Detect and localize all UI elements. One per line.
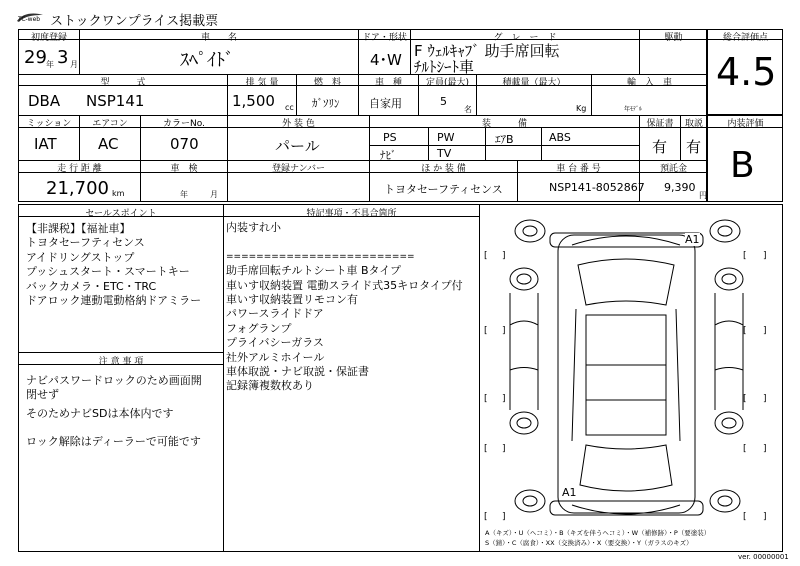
recycle-fee: 9,390 bbox=[664, 181, 696, 194]
equip-abs: ABS bbox=[549, 131, 571, 144]
label-interior-score: 内装評価 bbox=[727, 119, 764, 129]
caution-line: そのためナビSDは本体内です bbox=[26, 406, 174, 420]
equip-airbag: ｴｱB bbox=[495, 133, 514, 146]
car-name: ｽﾍﾟｲﾄﾞ bbox=[180, 50, 234, 71]
label-overall-score: 総合評価点 bbox=[722, 33, 768, 43]
inspection-month-unit: 月 bbox=[210, 190, 218, 199]
grade-line1: F ｳｪﾙｷｬﾌﾞ 助手席回転 bbox=[414, 42, 560, 60]
note-line: 車体取説・ナビ取説・保証書 bbox=[226, 365, 369, 379]
capacity: 5 bbox=[440, 95, 447, 108]
caution-line: ナビパスワードロックのため画面開 bbox=[26, 374, 202, 387]
equip-navi: ﾅﾋﾞ bbox=[380, 149, 397, 162]
displacement-unit: cc bbox=[285, 103, 294, 112]
note-line: フォグランプ bbox=[226, 321, 292, 335]
svg-text:]: ] bbox=[502, 251, 506, 261]
model-prefix: DBA bbox=[28, 92, 61, 110]
first-reg-month-unit: 月 bbox=[70, 60, 78, 69]
svg-text:[: [ bbox=[484, 326, 488, 336]
svg-text:]: ] bbox=[763, 444, 767, 454]
note-line: 車いす収納装置リモコン有 bbox=[226, 293, 358, 307]
legend-line1: A（キズ）・U（ヘコミ）・B（キズを伴うヘコミ）・W（補修跡）・P（要塗装） bbox=[485, 529, 711, 537]
equip-pw: PW bbox=[437, 131, 455, 144]
note-line bbox=[226, 235, 463, 249]
label-first-reg: 初度登録 bbox=[30, 33, 67, 43]
svg-text:[: [ bbox=[743, 394, 747, 404]
other-equipment: トヨタセーフティセンス bbox=[384, 183, 503, 196]
interior-score: B bbox=[730, 145, 755, 186]
sales-point: トヨタセーフティセンス bbox=[26, 236, 145, 250]
label-sales-points: セールスポイント bbox=[85, 209, 157, 219]
fuel: ｶﾞｿﾘﾝ bbox=[312, 97, 340, 110]
inspection-year-unit: 年 bbox=[180, 190, 188, 199]
label-ext-color: 外 装 色 bbox=[282, 119, 315, 129]
label-mileage: 走 行 距 離 bbox=[57, 164, 102, 174]
svg-text:[: [ bbox=[484, 251, 488, 261]
sales-point: プッシュスタート・スマートキー bbox=[26, 265, 190, 279]
label-recycle: 預託金 bbox=[659, 164, 687, 174]
label-other-equipment: ほ か 装 備 bbox=[421, 164, 466, 174]
equip-ps: PS bbox=[383, 131, 397, 144]
mileage: 21,700 bbox=[46, 178, 109, 199]
sales-point: バックカメラ・ETC・TRC bbox=[26, 279, 157, 293]
label-equipment: 装 備 bbox=[481, 119, 527, 129]
label-car-name: 車 名 bbox=[200, 33, 237, 43]
document-title: ストックワンプライス掲載票 bbox=[50, 14, 219, 29]
note-line: 車いす収納装置 電動スライド式35キロタイプ付 bbox=[226, 278, 463, 292]
label-drive: 駆動 bbox=[664, 33, 683, 43]
mileage-unit: km bbox=[112, 189, 125, 198]
label-cautions: 注 意 事 項 bbox=[98, 357, 144, 367]
label-model: 型 式 bbox=[100, 78, 146, 88]
sales-points-list bbox=[26, 222, 201, 308]
svg-text:]: ] bbox=[502, 394, 506, 404]
note-line: 社外アルミホイール bbox=[226, 350, 325, 364]
sales-point: ドアロック連動電動格納ドアミラー bbox=[26, 294, 202, 308]
svg-text:[: [ bbox=[484, 444, 488, 454]
damage-mark-front: A1 bbox=[685, 233, 700, 246]
load-unit: Kg bbox=[576, 104, 587, 113]
displacement: 1,500 bbox=[232, 92, 275, 110]
svg-text:]: ] bbox=[763, 394, 767, 404]
svg-text:[: [ bbox=[743, 512, 747, 522]
ext-color: パール bbox=[275, 137, 320, 155]
label-displacement: 排 気 量 bbox=[245, 78, 279, 88]
manual: 有 bbox=[686, 138, 702, 156]
label-grade: グ レ ー ド bbox=[493, 33, 557, 43]
caution-line: ロック解除はディーラーで可能です bbox=[26, 435, 201, 449]
label-import: 輸 入 車 bbox=[626, 78, 672, 88]
svg-text:[: [ bbox=[484, 512, 488, 522]
svg-text:]: ] bbox=[502, 326, 506, 336]
note-line: 助手席回転チルトシート車 Bタイプ bbox=[226, 264, 401, 278]
vehicle-type: 自家用 bbox=[369, 97, 402, 110]
capacity-unit: 名 bbox=[464, 105, 472, 114]
svg-text:]: ] bbox=[763, 512, 767, 522]
model-code: NSP141 bbox=[86, 92, 145, 110]
first-reg-month: 3 bbox=[57, 47, 69, 68]
svg-text:]: ] bbox=[502, 512, 506, 522]
label-vehicle-type: 車 種 bbox=[374, 78, 402, 88]
note-line: パワースライドドア bbox=[226, 307, 324, 321]
label-inspection: 車 検 bbox=[170, 164, 198, 174]
caution-line bbox=[26, 421, 202, 435]
svg-text:]: ] bbox=[502, 444, 506, 454]
version-label: ver. 00000001 bbox=[738, 553, 789, 561]
label-load: 積載量（最大） bbox=[502, 78, 566, 88]
label-manual: 取説 bbox=[684, 119, 703, 129]
cautions-list bbox=[26, 374, 202, 450]
import-unit: 年ﾓﾃﾞﾙ bbox=[624, 106, 643, 113]
aircon: AC bbox=[98, 135, 119, 153]
grade-line2: ﾁﾙﾄｼｰﾄ車 bbox=[414, 58, 475, 76]
label-special-notes: 特記事項・不具合箇所 bbox=[306, 209, 397, 219]
svg-text:]: ] bbox=[763, 251, 767, 261]
door-shape: 4･W bbox=[370, 51, 402, 69]
logo-text: TC-web bbox=[18, 16, 41, 23]
first-reg-year-unit: 年 bbox=[46, 60, 54, 69]
svg-text:[: [ bbox=[743, 326, 747, 336]
sales-point: 【非課税】【福祉車】 bbox=[26, 222, 131, 235]
svg-text:[: [ bbox=[743, 251, 747, 261]
label-color-no: カラーNo. bbox=[163, 119, 205, 129]
note-line: ========================= bbox=[226, 251, 415, 262]
svg-text:]: ] bbox=[763, 326, 767, 336]
caution-line: 閉せず bbox=[26, 388, 59, 402]
note-line: 記録簿複数枚あり bbox=[226, 379, 314, 393]
special-notes-list bbox=[226, 221, 463, 394]
legend-line2: S（錆）・C（腐食）・XX（交換済み）・X（要交換）・Y（ガラスのキズ） bbox=[485, 539, 693, 547]
label-mission: ミッション bbox=[26, 119, 72, 129]
label-fuel: 燃 料 bbox=[313, 78, 341, 88]
svg-text:[: [ bbox=[484, 394, 488, 404]
label-capacity: 定員(最大) bbox=[425, 78, 470, 88]
label-door-shape: ドア・形状 bbox=[362, 33, 407, 43]
damage-mark-rear: A1 bbox=[562, 486, 577, 499]
chassis-number: NSP141-8052867 bbox=[549, 181, 645, 194]
logo bbox=[16, 10, 44, 24]
color-no: 070 bbox=[170, 135, 199, 153]
note-line: 内装すれ小 bbox=[226, 221, 281, 234]
label-plate: 登録ナンバー bbox=[272, 164, 325, 174]
recycle-unit: 円 bbox=[699, 191, 707, 200]
note-line: プライバシーガラス bbox=[226, 336, 324, 350]
svg-text:[: [ bbox=[743, 444, 747, 454]
label-aircon: エアコン bbox=[92, 119, 128, 129]
label-warranty: 保証書 bbox=[646, 119, 674, 129]
label-chassis: 車 台 番 号 bbox=[556, 164, 601, 174]
equip-tv: TV bbox=[437, 147, 452, 160]
overall-score: 4.5 bbox=[716, 50, 777, 94]
car-damage-diagram bbox=[480, 205, 782, 551]
warranty: 有 bbox=[652, 138, 668, 156]
mission: IAT bbox=[34, 135, 57, 153]
first-reg-year: 29 bbox=[24, 47, 47, 68]
sales-point: アイドリングストップ bbox=[26, 250, 135, 264]
